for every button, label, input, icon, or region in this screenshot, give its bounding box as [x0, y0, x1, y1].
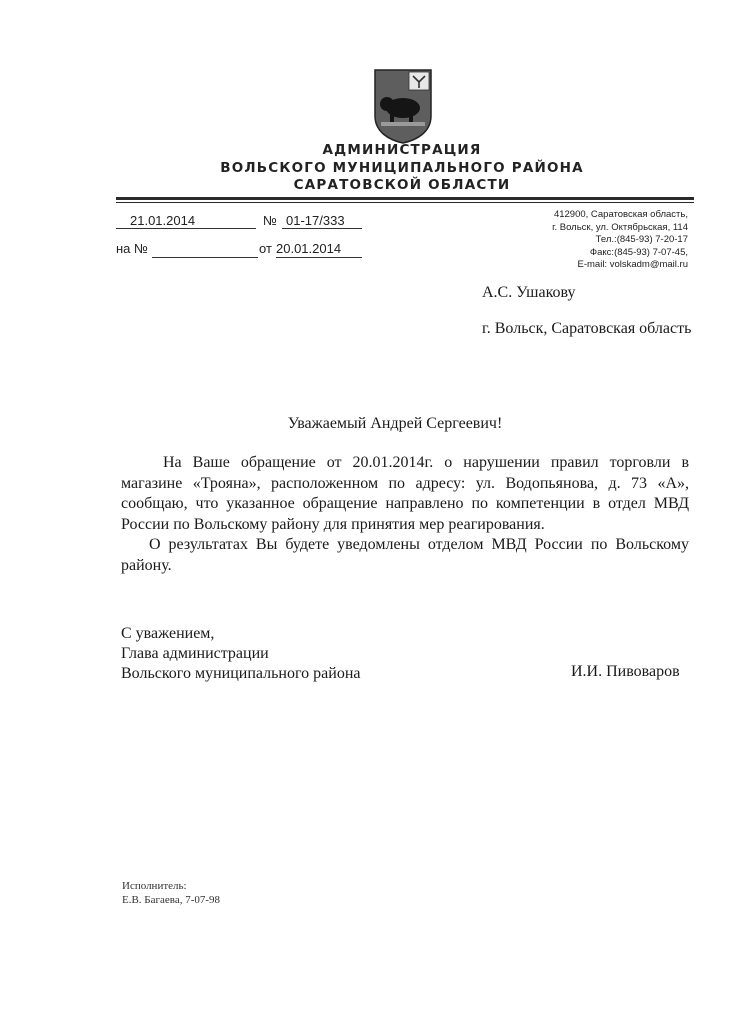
salutation: Уважаемый Андрей Сергеевич! [287, 415, 503, 432]
executor-name: Е.В. Багаева, 7-07-98 [122, 894, 221, 906]
signer-title-line2: Вольского муниципального района [121, 665, 361, 682]
contact-address-block [470, 209, 688, 272]
body-paragraph-2: О результатах Вы будете уведомлены отделом МВД России по Вольскому району. [121, 536, 689, 574]
fax-line: Факс:(845-93) 7-07-45, [589, 246, 688, 258]
from-label: от [259, 241, 272, 256]
from-date: 20.01.2014 [276, 241, 362, 258]
executor-block [122, 879, 220, 907]
phone-line: Тел.:(845-93) 7-20-17 [595, 234, 688, 245]
address-line: 412900, Саратовская область, [553, 209, 688, 220]
header-divider-thick [116, 197, 694, 200]
address-line: г. Вольск, ул. Октябрьская, 114 [552, 221, 688, 233]
letter-body [121, 453, 689, 576]
closing-regards: С уважением, [121, 625, 215, 642]
org-title-line1: АДМИНИСТРАЦИЯ [322, 142, 482, 158]
outgoing-number: 01-17/333 [282, 213, 362, 229]
executor-label: Исполнитель: [122, 880, 187, 892]
recipient-name: А.С. Ушакову [482, 284, 576, 301]
org-title-line2: ВОЛЬСКОГО МУНИЦИПАЛЬНОГО РАЙОНА [220, 160, 584, 176]
email-line: E-mail: volskadm@mail.ru [577, 259, 688, 270]
coat-of-arms-icon [373, 68, 433, 144]
ref-number-label: на № [116, 241, 148, 256]
org-title-line3: САРАТОВСКОЙ ОБЛАСТИ [293, 177, 511, 193]
outgoing-date: 21.01.2014 [116, 213, 256, 229]
signer-title-line1: Глава администрации [121, 645, 269, 662]
body-paragraph-1: На Ваше обращение от 20.01.2014г. о нарушении правил торговли в магазине «Трояна», расположенном по адресу: ул. Водопьянова, д. 73 «А», сообщаю, что указанное обращение направлено по компетенции в отдел МВД России по Вольскому району для принятия мер реагирования. [121, 454, 689, 533]
ref-number-value [152, 241, 258, 258]
number-label: № [263, 213, 277, 228]
signer-name: И.И. Пивоваров [571, 663, 680, 680]
header-divider-thin [116, 202, 694, 203]
recipient-city: г. Вольск, Саратовская область [482, 320, 692, 337]
